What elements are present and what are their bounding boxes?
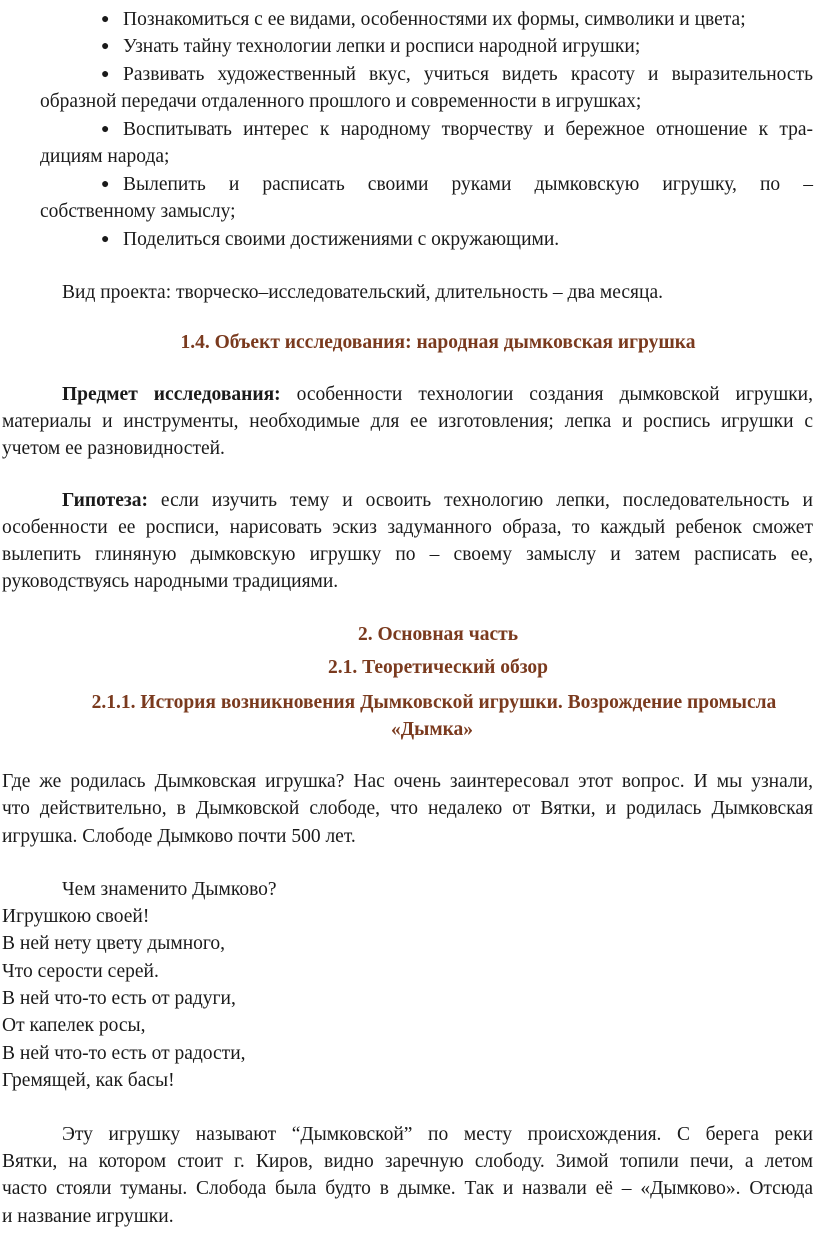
history-heading-line-2: «Дымка» <box>390 719 474 740</box>
subsection-heading: 2.1. Теоретический обзор <box>327 657 549 678</box>
goal-item: Вылепить и расписать своими руками дымковскую игрушку, по – <box>123 174 813 195</box>
subject-label: Предмет исследования: <box>62 384 281 405</box>
bullet-icon: ● <box>101 122 110 137</box>
section-heading: 2. Основная часть <box>357 624 519 645</box>
history-par-line-1: Где же родилась Дымковская игрушка? Нас очень заинтересовал этот вопрос. И мы узнали, <box>2 771 813 792</box>
poem-line: Что серости серей. <box>2 961 159 982</box>
project-type: Вид проекта: творческо–исследовательский, длительность – два месяца. <box>62 282 663 303</box>
goal-item-continuation: дициям народа; <box>40 146 170 167</box>
bullet-icon: ● <box>101 12 110 27</box>
goal-item-continuation: собственному замыслу; <box>40 201 236 222</box>
hypothesis-line-1: Гипотеза: если изучить тему и освоить технологию лепки, последовательность и <box>62 490 813 511</box>
object-heading: 1.4. Объект исследования: народная дымковская игрушка <box>180 332 696 353</box>
bullet-icon: ● <box>101 67 110 82</box>
name-par-line-4: и название игрушки. <box>2 1206 174 1227</box>
goal-item: Воспитывать интерес к народному творчеству и бережное отношение к тра- <box>123 119 813 140</box>
subject-line-3: учетом ее разновидностей. <box>2 438 225 459</box>
history-par-line-3: игрушка. Слободе Дымково почти 500 лет. <box>2 826 356 847</box>
bullet-icon: ● <box>101 39 110 54</box>
poem-line: В ней нету цвету дымного, <box>2 933 226 954</box>
hypothesis-label: Гипотеза: <box>62 490 148 511</box>
bullet-icon: ● <box>101 232 110 247</box>
poem-line: От капелек росы, <box>2 1015 146 1036</box>
poem-line: Игрушкою своей! <box>2 906 150 927</box>
subject-line-2: материалы и инструменты, необходимые для ее изготовления; лепка и роспись игрушки с <box>2 411 813 432</box>
hypothesis-line-2: особенности ее росписи, нарисовать эскиз задуманного образа, то каждый ребенок сможет <box>2 517 813 538</box>
goal-item: Узнать тайну технологии лепки и росписи народной игрушки; <box>123 36 641 57</box>
goal-item-continuation: образной передачи отдаленного прошлого и современности в игрушках; <box>40 91 642 112</box>
poem-line: Чем знаменито Дымково? <box>62 879 277 900</box>
bullet-icon: ● <box>101 177 110 192</box>
hypothesis-line-3: вылепить глиняную дымковскую игрушку по – своему замыслу и затем расписать ее, <box>2 544 813 565</box>
name-par-line-1: Эту игрушку называют “Дымковской” по месту происхождения. С берега реки <box>62 1124 813 1145</box>
poem-line: В ней что-то есть от радости, <box>2 1043 246 1064</box>
goal-item: Познакомиться с ее видами, особенностями их формы, символики и цвета; <box>123 9 746 30</box>
goal-item: Поделиться своими достижениями с окружающими. <box>123 229 560 250</box>
history-par-line-2: что действительно, в Дымковской слободе, что недалеко от Вятки, и родилась Дымковская <box>2 798 813 819</box>
name-par-line-3: часто стояли туманы. Слобода была будто в дымке. Так и назвали её – «Дымково». Отсюда <box>2 1178 813 1199</box>
hypothesis-line-4: руководствуясь народными традициями. <box>2 571 339 592</box>
name-par-line-2: Вятки, на котором стоит г. Киров, видно заречную слободу. Зимой топили печи, а летом <box>2 1151 813 1172</box>
goal-item: Развивать художественный вкус, учиться видеть красоту и выразительность <box>123 64 813 85</box>
poem-line: Гремящей, как басы! <box>2 1070 175 1091</box>
subject-line-1: Предмет исследования: особенности технологии создания дымковской игрушки, <box>62 384 813 405</box>
poem-line: В ней что-то есть от радуги, <box>2 988 236 1009</box>
history-heading-line-1: 2.1.1. История возникновения Дымковской игрушки. Возрождение промысла <box>91 692 777 713</box>
